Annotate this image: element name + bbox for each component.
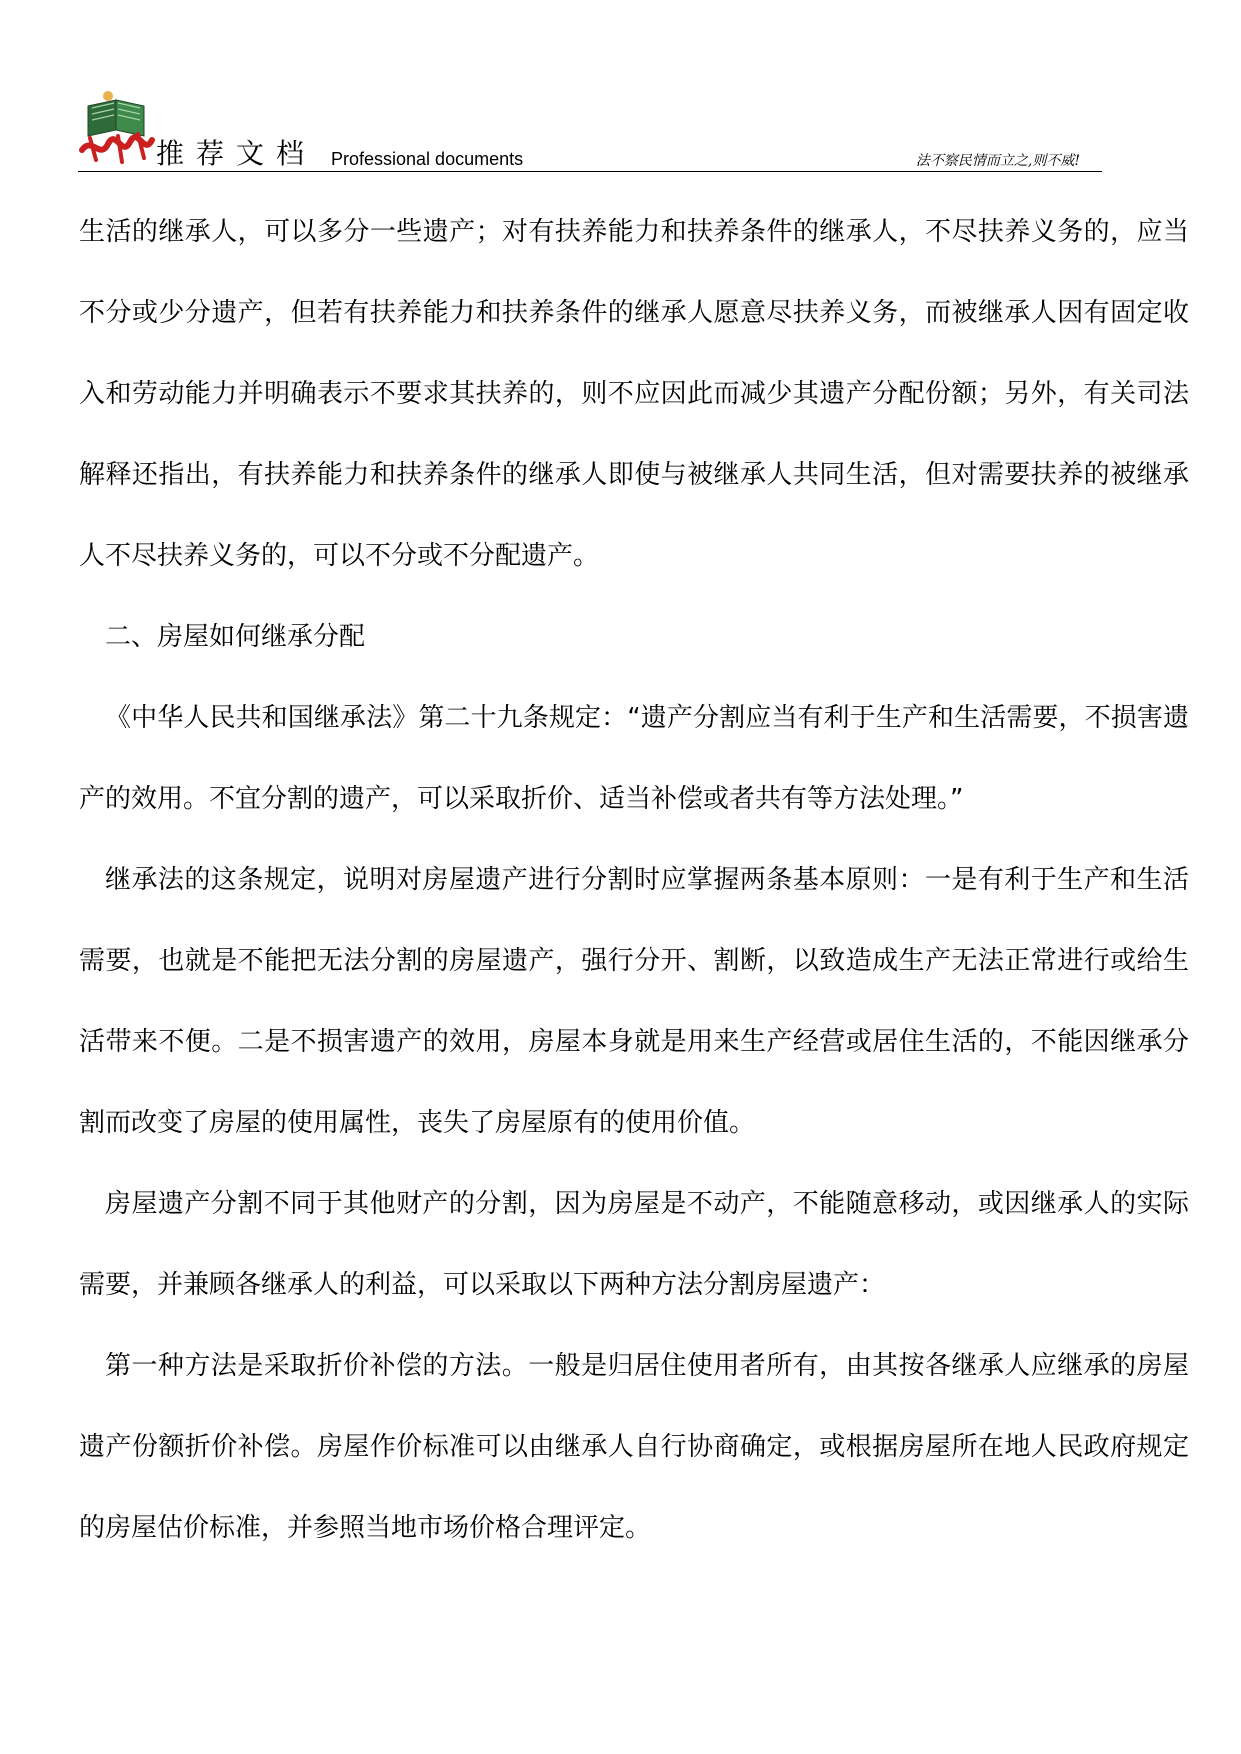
section-heading: 二、房屋如何继承分配 (105, 622, 366, 652)
paragraph: 继承法的这条规定，说明对房屋遗产进行分割时应掌握两条基本原则：一是有利于生产和生活需要，也就是不能把无法分割的房屋遗产，强行分开、割断，以致造成生产无法正常进行或给生活带来不便。二是不损害遗产的效用，房屋本身就是用来生产经营或居住生活的，不能因继承分割而改变了房屋的使用属性，丧失了房屋原有的使用价值。 (79, 865, 1189, 1138)
document-header (78, 88, 1102, 178)
brand-title: 推荐文档 (156, 137, 317, 170)
paragraph: 房屋遗产分割不同于其他财产的分割，因为房屋是不动产，不能随意移动，或因继承人的实际需要，并兼顾各继承人的利益，可以采取以下两种方法分割房屋遗产： (79, 1189, 1189, 1300)
header-motto: 法不察民情而立之,则不威! (915, 153, 1080, 169)
header-divider (78, 171, 1102, 172)
paragraph: 第一种方法是采取折价补偿的方法。一般是归居住使用者所有，由其按各继承人应继承的房屋遗产份额折价补偿。房屋作价标准可以由继承人自行协商确定，或根据房屋所在地人民政府规定的房屋估价标准，并参照当地市场价格合理评定。 (79, 1351, 1189, 1543)
document-body (79, 192, 1189, 1569)
book-logo-icon (78, 88, 158, 168)
brand-subtitle: Professional documents (331, 149, 524, 169)
paragraph: 《中华人民共和国继承法》第二十九条规定：“遗产分割应当有利于生产和生活需要，不损害遗产的效用。不宜分割的遗产，可以采取折价、适当补偿或者共有等方法处理。” (79, 703, 1189, 814)
paragraph: 生活的继承人，可以多分一些遗产；对有扶养能力和扶养条件的继承人，不尽扶养义务的，应当不分或少分遗产，但若有扶养能力和扶养条件的继承人愿意尽扶养义务，而被继承人因有固定收入和劳动能力并明确表示不要求其扶养的，则不应因此而减少其遗产分配份额；另外，有关司法解释还指出，有扶养能力和扶养条件的继承人即使与被继承人共同生活，但对需要扶养的被继承人不尽扶养义务的，可以不分或不分配遗产。 (79, 217, 1189, 571)
